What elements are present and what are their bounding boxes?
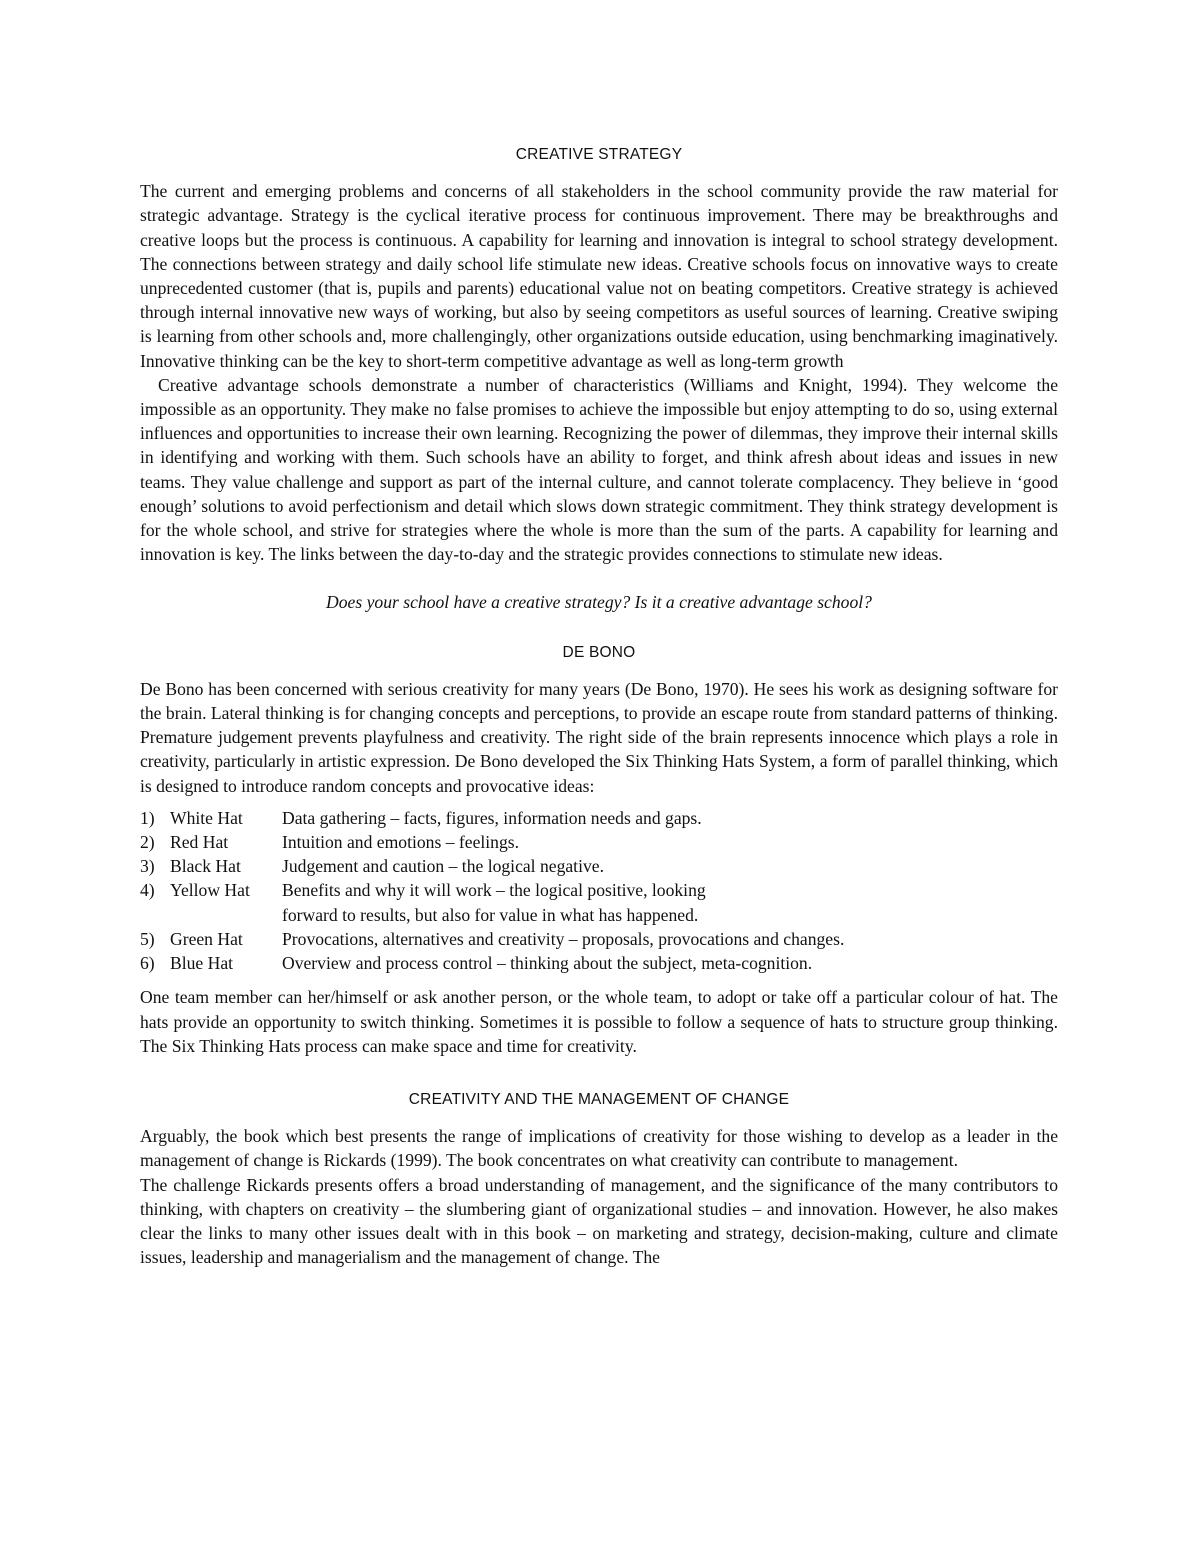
list-number: 5) <box>140 928 155 949</box>
hat-name: Yellow Hat <box>170 880 250 901</box>
list-number: 2) <box>140 832 155 853</box>
list-item <box>140 806 1058 830</box>
list-item <box>140 951 1058 975</box>
hat-description: Benefits and why it will work – the logical positive, looking forward to results, but also for value in what has happened. <box>282 880 706 925</box>
hat-name: Red Hat <box>170 832 229 853</box>
list-number: 4) <box>140 880 155 901</box>
paragraph-change-2: The challenge Rickards presents offers a broad understanding of management, and the significance of the many contributors to thinking, with chapters on creativity – the slumbering giant of organizational studies – and innovation. However, he also makes clear the links to many other issues dealt with in this book – on marketing and strategy, decision-making, culture and climate issues, leadership and managerialism and the management of change. The <box>140 1174 1058 1268</box>
hat-description: Provocations, alternatives and creativity – proposals, provocations and changes. <box>282 928 845 949</box>
paragraph-change-1: Arguably, the book which best presents the range of implications of creativity for those wishing to develop as a leader in the management of change is Rickards (1999). The book concentrates on what creativity can contribute to management. <box>140 1126 1058 1171</box>
list-item <box>140 878 1058 926</box>
list-number: 1) <box>140 807 155 828</box>
hat-name: Green Hat <box>170 928 243 949</box>
paragraph-creative-strategy-1: The current and emerging problems and concerns of all stakeholders in the school community provide the raw material for strategic advantage. Strategy is the cyclical iterative process for continuous improvement. There may be breakthroughs and creative loops but the process is continuous. A capability for learning and innovation is integral to school strategy development. The connections between strategy and daily school life stimulate new ideas. Creative schools focus on innovative ways to create unprecedented customer (that is, pupils and parents) educational value not on beating competitors. Creative strategy is achieved through internal innovative new ways of working, but also by seeing competitors as useful sources of learning. Creative swiping is learning from other schools and, more challengingly, other organizations outside education, using benchmarking imaginatively. Innovative thinking can be the key to short-term competitive advantage as well as long-term growth <box>140 181 1058 371</box>
list-item <box>140 854 1058 878</box>
heading-change: CREATIVITY AND THE MANAGEMENT OF CHANGE <box>408 1090 790 1108</box>
hat-description: Overview and process control – thinking about the subject, meta-cognition. <box>282 953 813 974</box>
question-creative-strategy: Does your school have a creative strategy? Is it a creative advantage school? <box>326 592 872 613</box>
list-item <box>140 830 1058 854</box>
paragraph-de-bono-1: De Bono has been concerned with serious creativity for many years (De Bono, 1970). He sees his work as designing software for the brain. Lateral thinking is for changing concepts and perceptions, to provide an escape route from standard patterns of thinking. Premature judgement prevents playfulness and creativity. The right side of the brain represents innocence which plays a role in creativity, particularly in artistic expression. De Bono developed the Six Thinking Hats System, a form of parallel thinking, which is designed to introduce random concepts and provocative ideas: <box>140 678 1058 796</box>
list-number: 6) <box>140 953 155 974</box>
heading-de-bono: DE BONO <box>562 643 636 661</box>
hat-description: Data gathering – facts, figures, information needs and gaps. <box>282 807 702 828</box>
paragraph-creative-strategy-2: Creative advantage schools demonstrate a number of characteristics (Williams and Knight, 1994). They welcome the impossible as an opportunity. They make no false promises to achieve the impossible but enjoy attempting to do so, using external influences and opportunities to increase their own learning. Recognizing the power of dilemmas, they improve their internal skills in identifying and working with them. Such schools have an ability to forget, and think afresh about ideas and issues in new teams. They value challenge and support as part of the internal culture, and cannot tolerate complacency. They believe in ‘good enough’ solutions to avoid perfectionism and detail which slows down strategic commitment. They think strategy development is for the whole school, and strive for strategies where the whole is more than the sum of the parts. A capability for learning and innovation is key. The links between the day-to-day and the strategic provides connections to stimulate new ideas. <box>140 374 1058 565</box>
heading-creative-strategy: CREATIVE STRATEGY <box>515 146 683 163</box>
list-number: 3) <box>140 856 155 877</box>
six-hats-list <box>140 806 1058 975</box>
document-page <box>140 140 1058 1269</box>
hat-name: White Hat <box>170 807 243 828</box>
hat-name: Blue Hat <box>170 953 234 974</box>
paragraph-de-bono-2: One team member can her/himself or ask another person, or the whole team, to adopt or take off a particular colour of hat. The hats provide an opportunity to switch thinking. Sometimes it is possible to follow a sequence of hats to structure group thinking. The Six Thinking Hats process can make space and time for creativity. <box>140 987 1058 1056</box>
hat-name: Black Hat <box>170 856 241 877</box>
hat-description: Judgement and caution – the logical negative. <box>282 856 604 877</box>
list-item <box>140 927 1058 951</box>
hat-description: Intuition and emotions – feelings. <box>282 832 519 853</box>
